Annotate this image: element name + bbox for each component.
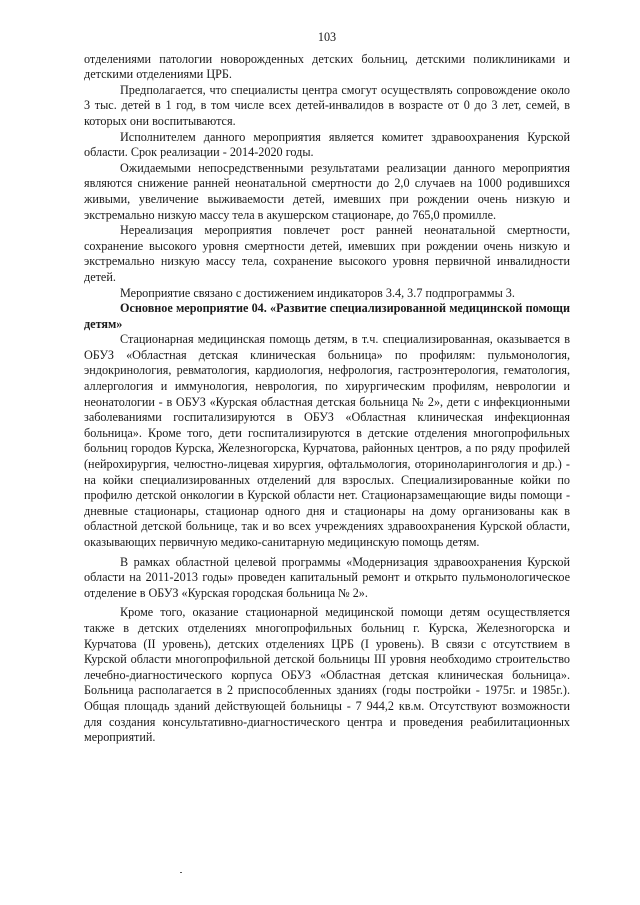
page-number: 103 (317, 30, 337, 44)
document-page (84, 30, 570, 746)
paragraph: Нереализация мероприятия повлечет рост ранней неонатальной смертности, сохранение высокого уровня смертности детей, имевших при рождении очень низкую и экстремально низкую массу тела, сохранение высокого уровня первичной инвалидности детей. (84, 223, 570, 284)
paragraph: Стационарная медицинская помощь детям, в т.ч. специализированная, оказывается в ОБУЗ «Областная детская клиническая больница» по профилям: пульмонология, эндокринология, ревматология, кардиология, нефрология, гастроэнтерология, гематология, аллергология и иммунология, неврология, по хирургическим профилям, неврологии и неонатологии - в ОБУЗ «Курская областная детская больница № 2», дети с инфекционными заболеваниями госпитализируются в ОБУЗ «Областная клиническая инфекционная больница». Кроме того, дети госпитализируются в детские отделения многопрофильных больниц городов Курска, Железногорска, Курчатова, районных центров, а по ряду профилей (нейрохирургия, челюстно-лицевая хирургия, офтальмология, оториноларингология и др.) - на койки специализированных отделений для взрослых. Специализированные койки по профилю детской онкологии в Курской области нет. Стационарзамещающие виды помощи - дневные стационары, стационар одного дня и стационары на дому организованы как в областной детской больнице, так и во всех учреждениях здравоохранения Курской области, оказывающих первичную медико-санитарную медицинскую помощь детям. (84, 332, 570, 549)
paragraph: Кроме того, оказание стационарной медицинской помощи детям осуществляется также в детских отделениях многопрофильных больниц г. Курска, Железногорска и Курчатова (II уровень), детских отделениях ЦРБ (I уровень). В связи с отсутствием в Курской области многопрофильной детской больницы III уровня необходимо строительство лечебно-диагностического корпуса ОБУЗ «Областная детская клиническая больница». Больница располагается в 2 приспособленных зданиях (годы постройки - 1975г. и 1985г.). Общая площадь зданий действующей больницы - 7 944,2 кв.м. Отсутствуют возможности для создания консультативно-диагностического центра и проведения реабилитационных мероприятий. (84, 605, 570, 745)
scan-speck (180, 872, 182, 873)
paragraph: Мероприятие связано с достижением индикаторов 3.4, 3.7 подпрограммы 3. (120, 285, 515, 300)
paragraph-continued: отделениями патологии новорожденных детских больниц, детскими поликлиниками и детскими отделениями ЦРБ. (84, 51, 570, 82)
paragraph: В рамках областной целевой программы «Модернизация здравоохранения Курской области на 2011-2013 годы» проведен капитальный ремонт и открыто пульмонологическое отделение в ОБУЗ «Курская городская больница № 2». (84, 554, 570, 600)
paragraph: Исполнителем данного мероприятия является комитет здравоохранения Курской области. Срок реализации - 2014-2020 годы. (84, 129, 570, 160)
section-heading: Основное мероприятие 04. «Развитие специализированной медицинской помощи детям» (84, 301, 570, 331)
paragraph: Ожидаемыми непосредственными результатами реализации данного мероприятия являются снижение ранней неонатальной смертности до 2,0 случаев на 1000 родившихся живыми, увеличение выживаемости детей, имевших при рождении очень низкую и экстремально низкую массу тела в акушерском стационаре, до 765,0 промилле. (84, 160, 570, 222)
paragraph: Предполагается, что специалисты центра смогут осуществлять сопровождение около 3 тыс. детей в 1 год, в том числе всех детей-инвалидов в возрасте от 0 до 3 лет, семей, в которых они воспитываются. (84, 82, 570, 128)
